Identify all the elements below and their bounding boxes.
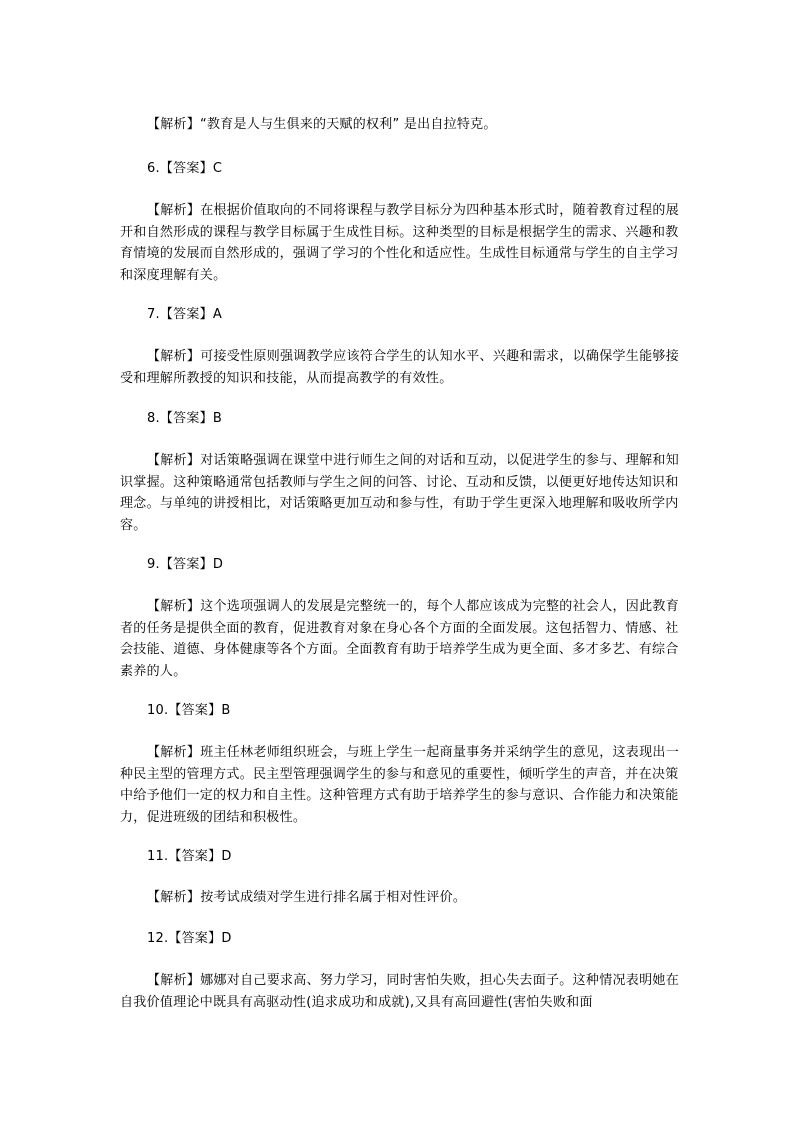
analysis-12: 【解析】娜娜对自己要求高、努力学习，同时害怕失败，担心失去面子。这种情况表明她在自我价值理论中既具有高驱动性(追求成功和成就),又具有高回避性(害怕失败和面 [120, 973, 680, 1010]
answer-11: 11.【答案】D [147, 849, 232, 864]
answer-6: 6.【答案】C [147, 161, 223, 176]
analysis-11: 【解析】按考试成绩对学生进行排名属于相对性评价。 [147, 890, 467, 905]
analysis-5: 【解析】“教育是人与生俱来的天赋的权利” 是出自拉特克。 [147, 117, 497, 132]
answer-10: 10.【答案】B [147, 703, 231, 718]
answer-9: 9.【答案】D [147, 557, 224, 572]
analysis-8: 【解析】对话策略强调在课堂中进行师生之间的对话和互动，以促进学生的参与、理解和知识掌握。这种策略通常包括教师与学生之间的问答、讨论、互动和反馈，以便更好地传达知识和理念。与单纯的讲授相比，对话策略更加互动和参与性，有助于学生更深入地理解和吸收所学内容。 [120, 453, 680, 533]
analysis-10: 【解析】班主任林老师组织班会，与班上学生一起商量事务并采纳学生的意见，这表现出一种民主型的管理方式。民主型管理强调学生的参与和意见的重要性，倾听学生的声音，并在决策中给予他们一定的权力和自主性。这种管理方式有助于培养学生的参与意识、合作能力和决策能力，促进班级的团结和积极性。 [120, 745, 680, 825]
answer-8: 8.【答案】B [147, 411, 223, 426]
answer-12: 12.【答案】D [147, 931, 232, 946]
analysis-7: 【解析】可接受性原则强调教学应该符合学生的认知水平、兴趣和需求，以确保学生能够接受和理解所教授的知识和技能，从而提高教学的有效性。 [120, 349, 680, 386]
answer-7: 7.【答案】A [147, 307, 223, 322]
analysis-9: 【解析】这个选项强调人的发展是完整统一的，每个人都应该成为完整的社会人，因此教育者的任务是提供全面的教育，促进教育对象在身心各个方面的全面发展。这包括智力、情感、社会技能、道德、身体健康等各个方面。全面教育有助于培养学生成为更全面、多才多艺、有综合素养的人。 [120, 599, 680, 679]
analysis-6: 【解析】在根据价值取向的不同将课程与教学目标分为四种基本形式时，随着教育过程的展开和自然形成的课程与教学目标属于生成性目标。这种类型的目标是根据学生的需求、兴趣和教育情境的发展而自然形成的，强调了学习的个性化和适应性。生成性目标通常与学生的自主学习和深度理解有关。 [120, 203, 680, 283]
